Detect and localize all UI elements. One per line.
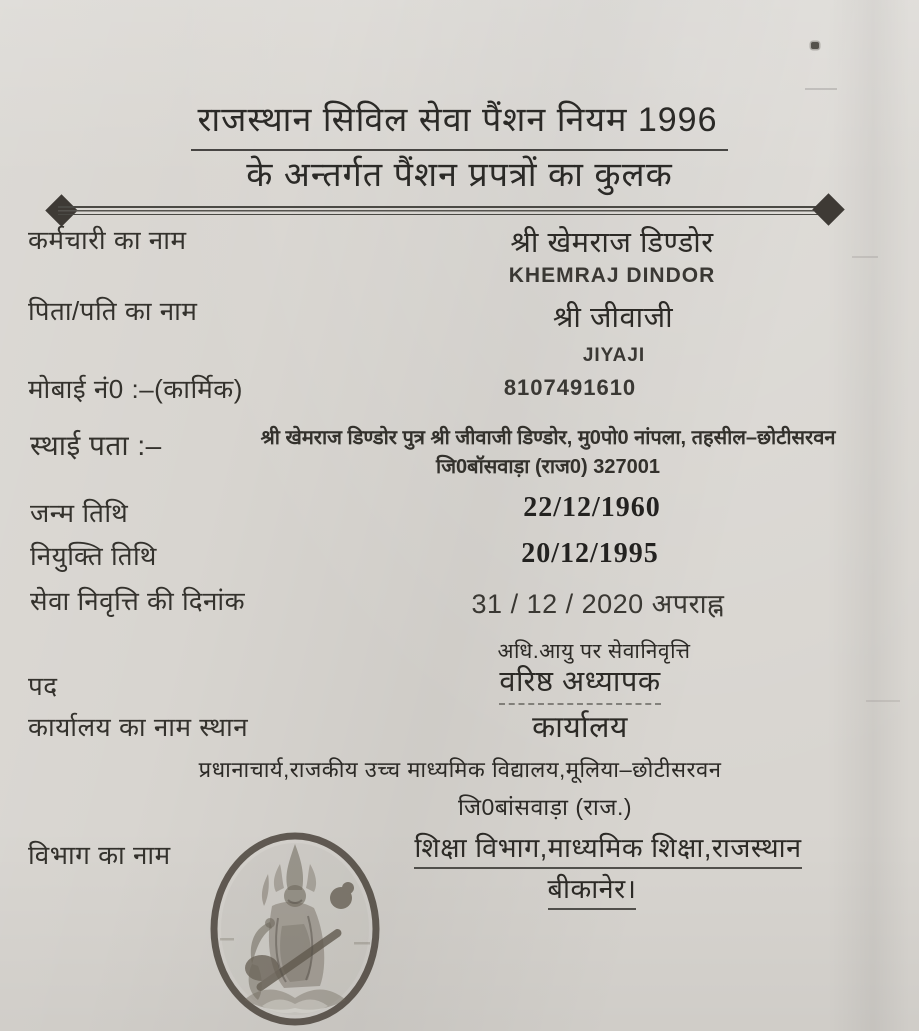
saraswati-emblem-seal bbox=[204, 830, 386, 1031]
divider-diamond-right-icon bbox=[812, 193, 845, 226]
field-value-department-line2 bbox=[392, 869, 792, 906]
field-value-office-line3: जि0बांसवाड़ा (राज.) bbox=[458, 794, 632, 820]
field-value-appointment-date: 20/12/1995 bbox=[521, 538, 659, 569]
field-value-retirement-note: अधि.आयु पर सेवानिवृत्ति bbox=[497, 640, 691, 663]
field-value-mobile-number: 8107491610 bbox=[503, 375, 637, 400]
saraswati-emblem-graphic bbox=[204, 830, 386, 1031]
field-value-birth-date: 22/12/1960 bbox=[523, 492, 661, 523]
document-title-line2: के अन्तर्गत पैंशन प्रपत्रों का कुलक bbox=[246, 156, 673, 194]
field-value-father-husband-name-english: JIYAJI bbox=[582, 345, 646, 366]
scan-artifact-line bbox=[852, 256, 878, 258]
field-value-post bbox=[380, 661, 780, 700]
field-value-post-text: वरिष्ठ अध्यापक bbox=[499, 666, 660, 705]
field-label-department-name: विभाग का नाम bbox=[28, 840, 171, 870]
field-label-appointment-date: नियुक्ति तिथि bbox=[30, 541, 157, 571]
scan-artifact-speck bbox=[811, 42, 819, 49]
field-value-employee-name-english: KHEMRAJ DINDOR bbox=[508, 264, 716, 287]
document-title-line1-text: राजस्थान सिविल सेवा पैंशन नियम 1996 bbox=[191, 95, 727, 151]
field-value-department-line1 bbox=[408, 828, 808, 865]
scan-artifact-line bbox=[866, 700, 900, 702]
field-value-office-name: कार्यालय bbox=[532, 711, 628, 744]
field-value-office-line2: प्रधानाचार्य,राजकीय उच्च माध्यमिक विद्यालय,मूलिया–छोटीसरवन bbox=[198, 757, 722, 782]
field-label-retirement-date: सेवा निवृत्ति की दिनांक bbox=[30, 586, 246, 616]
field-value-retirement-date: 31 / 12 / 2020 अपराह्न bbox=[471, 589, 725, 619]
field-label-office-name: कार्यालय का नाम स्थान bbox=[28, 712, 249, 742]
field-value-address-line2: जि0बॉसवाड़ा (राज0) 327001 bbox=[436, 456, 660, 478]
field-label-employee-name: कर्मचारी का नाम bbox=[28, 225, 187, 255]
field-label-post: पद bbox=[28, 671, 58, 701]
field-label-mobile-number: मोबाई नं0 :–(कार्मिक) bbox=[28, 374, 243, 404]
field-value-employee-name: श्री खेमराज डिण्डोर bbox=[510, 227, 714, 259]
field-label-permanent-address: स्थाई पता :– bbox=[30, 430, 162, 461]
field-value-address-line1: श्री खेमराज डिण्डोर पुत्र श्री जीवाजी डिण्डोर, मु0पो0 नांपला, तहसील–छोटीसरवन bbox=[260, 427, 836, 449]
divider-rule bbox=[58, 206, 832, 215]
field-value-father-husband-name: श्री जीवाजी bbox=[552, 302, 674, 334]
field-label-birth-date: जन्म तिथि bbox=[30, 498, 129, 528]
document-title-line1 bbox=[0, 95, 919, 151]
scan-artifact-line bbox=[805, 88, 837, 90]
field-label-father-husband-name: पिता/पति का नाम bbox=[28, 296, 198, 326]
field-value-department-line2-text: बीकानेर। bbox=[548, 874, 637, 910]
field-value-department-line1-text: शिक्षा विभाग,माध्यमिक शिक्षा,राजस्थान bbox=[414, 833, 801, 869]
